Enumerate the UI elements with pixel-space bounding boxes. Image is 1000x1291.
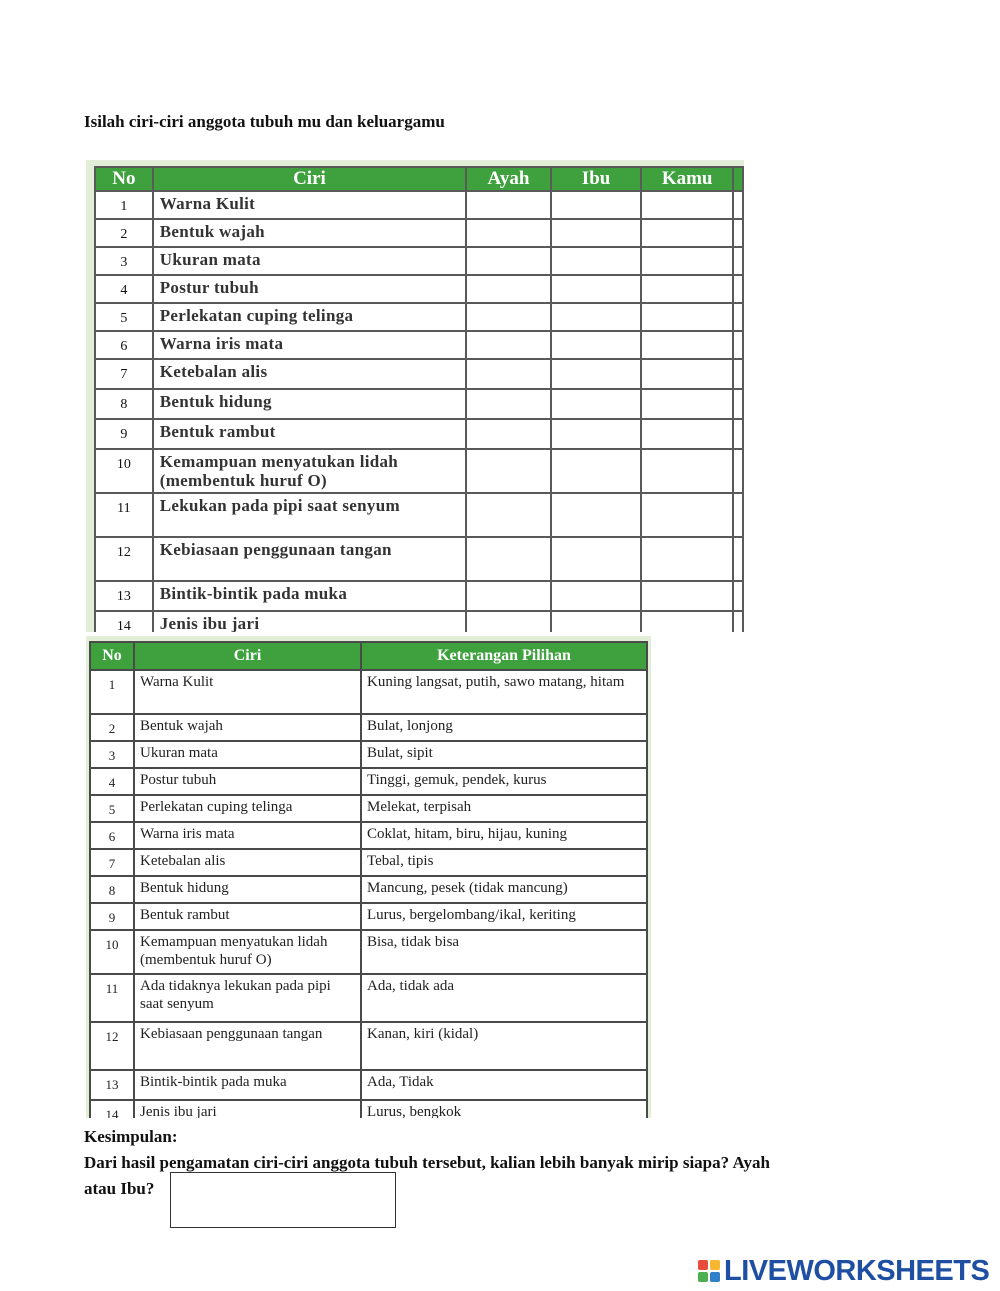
options-table-panel	[86, 636, 651, 1118]
observation-row	[95, 275, 743, 303]
ibu-answer-cell[interactable]	[551, 247, 642, 275]
row-number: 10	[90, 930, 134, 974]
options-row	[90, 930, 647, 974]
row-number: 3	[90, 741, 134, 768]
row-ciri: Ada tidaknya lekukan pada pipi saat senyum	[134, 974, 361, 1022]
row-ciri: Kebiasaan penggunaan tangan	[134, 1022, 361, 1070]
row-ciri: Ketebalan alis	[134, 849, 361, 876]
header-no: No	[95, 167, 153, 191]
row-ciri: Perlekatan cuping telinga	[153, 303, 466, 331]
extra-cell	[733, 419, 743, 449]
header-keterangan: Keterangan Pilihan	[361, 642, 647, 670]
row-number: 7	[95, 359, 153, 389]
row-ciri: Kemampuan menyatukan lidah (membentuk huruf O)	[134, 930, 361, 974]
kamu-answer-cell[interactable]	[641, 359, 733, 389]
ibu-answer-cell[interactable]	[551, 449, 642, 493]
header-ibu: Ibu	[551, 167, 642, 191]
ibu-answer-cell[interactable]	[551, 419, 642, 449]
row-number: 8	[90, 876, 134, 903]
row-ciri: Warna Kulit	[153, 191, 466, 219]
row-keterangan: Kanan, kiri (kidal)	[361, 1022, 647, 1070]
row-ciri: Postur tubuh	[134, 768, 361, 795]
observation-row	[95, 303, 743, 331]
options-row	[90, 741, 647, 768]
row-number: 5	[90, 795, 134, 822]
row-ciri: Bentuk wajah	[134, 714, 361, 741]
row-keterangan: Kuning langsat, putih, sawo matang, hitam	[361, 670, 647, 714]
extra-cell	[733, 537, 743, 581]
observation-table	[94, 166, 744, 632]
row-number: 13	[95, 581, 153, 611]
row-number: 3	[95, 247, 153, 275]
row-number: 4	[95, 275, 153, 303]
observation-row	[95, 359, 743, 389]
ayah-answer-cell[interactable]	[466, 303, 551, 331]
conclusion-answer-input[interactable]	[170, 1172, 396, 1228]
observation-row	[95, 419, 743, 449]
liveworksheets-logo	[698, 1253, 989, 1289]
header-ayah: Ayah	[466, 167, 551, 191]
ibu-answer-cell[interactable]	[551, 581, 642, 611]
ibu-answer-cell[interactable]	[551, 359, 642, 389]
observation-row	[95, 537, 743, 581]
ayah-answer-cell[interactable]	[466, 493, 551, 537]
row-number: 14	[95, 611, 153, 632]
options-row	[90, 670, 647, 714]
row-number: 2	[90, 714, 134, 741]
kamu-answer-cell[interactable]	[641, 219, 733, 247]
kamu-answer-cell[interactable]	[641, 449, 733, 493]
extra-cell	[733, 389, 743, 419]
conclusion-label: Kesimpulan:	[84, 1127, 178, 1146]
observation-row	[95, 611, 743, 632]
extra-cell	[733, 581, 743, 611]
row-number: 11	[95, 493, 153, 537]
conclusion-question-line1: Dari hasil pengamatan ciri-ciri anggota tubuh tersebut, kalian lebih banyak mirip siapa? Ayah	[84, 1153, 770, 1172]
row-keterangan: Lurus, bengkok	[361, 1100, 647, 1118]
ayah-answer-cell[interactable]	[466, 247, 551, 275]
row-ciri: Warna iris mata	[153, 331, 466, 359]
row-number: 5	[95, 303, 153, 331]
header-extra	[733, 167, 743, 191]
extra-cell	[733, 611, 743, 632]
row-keterangan: Ada, Tidak	[361, 1070, 647, 1100]
row-ciri: Ukuran mata	[134, 741, 361, 768]
row-ciri: Bentuk rambut	[153, 419, 466, 449]
options-table	[89, 641, 648, 1118]
extra-cell	[733, 449, 743, 493]
kamu-answer-cell[interactable]	[641, 191, 733, 219]
row-ciri: Kebiasaan penggunaan tangan	[153, 537, 466, 581]
ayah-answer-cell[interactable]	[466, 611, 551, 632]
options-row	[90, 822, 647, 849]
row-number: 9	[90, 903, 134, 930]
options-row	[90, 849, 647, 876]
extra-cell	[733, 359, 743, 389]
row-number: 7	[90, 849, 134, 876]
row-keterangan: Lurus, bergelombang/ikal, keriting	[361, 903, 647, 930]
options-row	[90, 903, 647, 930]
options-table-header	[90, 642, 647, 670]
row-number: 4	[90, 768, 134, 795]
extra-cell	[733, 331, 743, 359]
observation-row	[95, 389, 743, 419]
extra-cell	[733, 247, 743, 275]
ayah-answer-cell[interactable]	[466, 449, 551, 493]
ibu-answer-cell[interactable]	[551, 303, 642, 331]
row-ciri: Perlekatan cuping telinga	[134, 795, 361, 822]
ayah-answer-cell[interactable]	[466, 219, 551, 247]
kamu-answer-cell[interactable]	[641, 537, 733, 581]
row-keterangan: Bulat, lonjong	[361, 714, 647, 741]
row-ciri: Jenis ibu jari	[153, 611, 466, 632]
ibu-answer-cell[interactable]	[551, 219, 642, 247]
extra-cell	[733, 303, 743, 331]
options-row	[90, 1100, 647, 1118]
observation-row	[95, 493, 743, 537]
kamu-answer-cell[interactable]	[641, 493, 733, 537]
ayah-answer-cell[interactable]	[466, 275, 551, 303]
logo-text: LIVEWORKSHEETS	[724, 1254, 990, 1287]
row-ciri: Bentuk hidung	[134, 876, 361, 903]
row-ciri: Bentuk rambut	[134, 903, 361, 930]
row-number: 2	[95, 219, 153, 247]
ayah-answer-cell[interactable]	[466, 331, 551, 359]
conclusion-question-line2: atau Ibu?	[84, 1179, 155, 1198]
ayah-answer-cell[interactable]	[466, 359, 551, 389]
row-number: 10	[95, 449, 153, 493]
row-ciri: Ketebalan alis	[153, 359, 466, 389]
options-row	[90, 1022, 647, 1070]
row-ciri: Postur tubuh	[153, 275, 466, 303]
observation-table-header	[95, 167, 743, 191]
row-ciri: Bintik-bintik pada muka	[153, 581, 466, 611]
options-row	[90, 795, 647, 822]
row-keterangan: Bisa, tidak bisa	[361, 930, 647, 974]
row-keterangan: Ada, tidak ada	[361, 974, 647, 1022]
ayah-answer-cell[interactable]	[466, 389, 551, 419]
ayah-answer-cell[interactable]	[466, 581, 551, 611]
row-keterangan: Tinggi, gemuk, pendek, kurus	[361, 768, 647, 795]
ibu-answer-cell[interactable]	[551, 331, 642, 359]
observation-row	[95, 581, 743, 611]
row-ciri: Lekukan pada pipi saat senyum	[153, 493, 466, 537]
kamu-answer-cell[interactable]	[641, 419, 733, 449]
row-keterangan: Melekat, terpisah	[361, 795, 647, 822]
row-ciri: Warna Kulit	[134, 670, 361, 714]
ayah-answer-cell[interactable]	[466, 191, 551, 219]
liveworksheets-logo-icon	[698, 1260, 720, 1282]
row-keterangan: Mancung, pesek (tidak mancung)	[361, 876, 647, 903]
kamu-answer-cell[interactable]	[641, 581, 733, 611]
observation-row	[95, 219, 743, 247]
row-number: 8	[95, 389, 153, 419]
row-ciri: Jenis ibu jari	[134, 1100, 361, 1118]
observation-table-panel	[86, 160, 744, 632]
extra-cell	[733, 191, 743, 219]
row-keterangan: Bulat, sipit	[361, 741, 647, 768]
ayah-answer-cell[interactable]	[466, 419, 551, 449]
kamu-answer-cell[interactable]	[641, 275, 733, 303]
options-row	[90, 768, 647, 795]
row-ciri: Kemampuan menyatukan lidah (membentuk huruf O)	[153, 449, 466, 493]
observation-row	[95, 449, 743, 493]
options-row	[90, 876, 647, 903]
row-number: 1	[95, 191, 153, 219]
row-number: 12	[95, 537, 153, 581]
observation-row	[95, 191, 743, 219]
row-number: 9	[95, 419, 153, 449]
row-ciri: Bintik-bintik pada muka	[134, 1070, 361, 1100]
kamu-answer-cell[interactable]	[641, 247, 733, 275]
kamu-answer-cell[interactable]	[641, 389, 733, 419]
options-row	[90, 974, 647, 1022]
row-number: 6	[95, 331, 153, 359]
header-kamu: Kamu	[641, 167, 733, 191]
ibu-answer-cell[interactable]	[551, 191, 642, 219]
row-number: 6	[90, 822, 134, 849]
row-keterangan: Coklat, hitam, biru, hijau, kuning	[361, 822, 647, 849]
ibu-answer-cell[interactable]	[551, 275, 642, 303]
header-ciri: Ciri	[134, 642, 361, 670]
row-number: 11	[90, 974, 134, 1022]
row-number: 13	[90, 1070, 134, 1100]
options-row	[90, 714, 647, 741]
row-ciri: Ukuran mata	[153, 247, 466, 275]
ayah-answer-cell[interactable]	[466, 537, 551, 581]
worksheet-heading: Isilah ciri-ciri anggota tubuh mu dan keluargamu	[84, 112, 445, 131]
options-row	[90, 1070, 647, 1100]
ibu-answer-cell[interactable]	[551, 537, 642, 581]
row-number: 12	[90, 1022, 134, 1070]
extra-cell	[733, 493, 743, 537]
observation-row	[95, 247, 743, 275]
row-ciri: Bentuk hidung	[153, 389, 466, 419]
ibu-answer-cell[interactable]	[551, 389, 642, 419]
observation-row	[95, 331, 743, 359]
kamu-answer-cell[interactable]	[641, 331, 733, 359]
row-number: 14	[90, 1100, 134, 1118]
row-ciri: Warna iris mata	[134, 822, 361, 849]
header-no: No	[90, 642, 134, 670]
extra-cell	[733, 275, 743, 303]
kamu-answer-cell[interactable]	[641, 611, 733, 632]
kamu-answer-cell[interactable]	[641, 303, 733, 331]
ibu-answer-cell[interactable]	[551, 611, 642, 632]
extra-cell	[733, 219, 743, 247]
row-number: 1	[90, 670, 134, 714]
row-ciri: Bentuk wajah	[153, 219, 466, 247]
ibu-answer-cell[interactable]	[551, 493, 642, 537]
header-ciri: Ciri	[153, 167, 466, 191]
row-keterangan: Tebal, tipis	[361, 849, 647, 876]
